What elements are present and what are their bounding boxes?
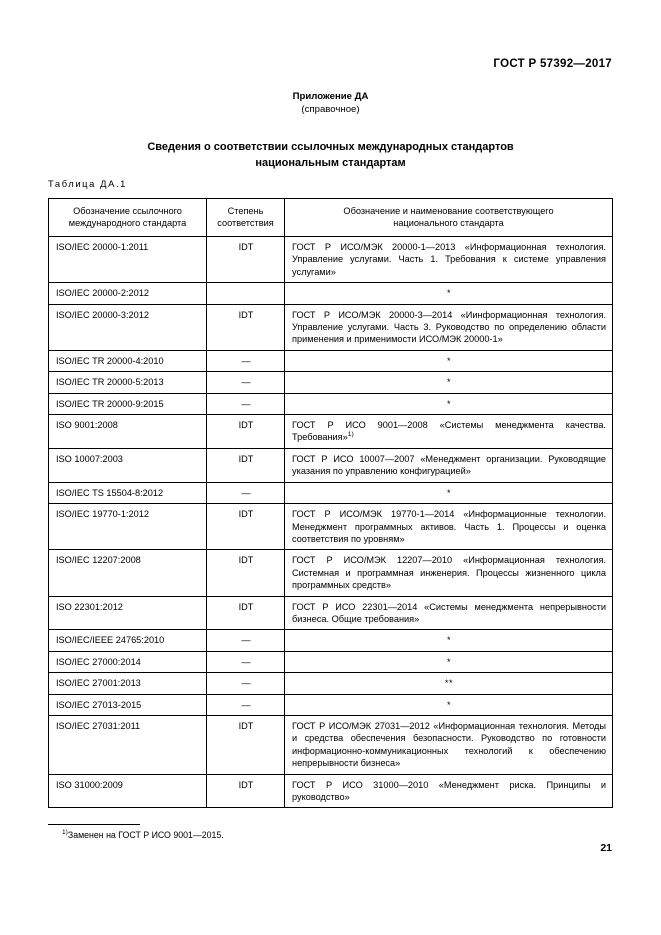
- cell-reference-standard: ISO/IEC 20000-1:2011: [49, 237, 207, 283]
- asterisk-mark: *: [446, 288, 452, 299]
- asterisk-mark: **: [444, 678, 454, 689]
- cell-degree-of-correspondence: —: [207, 694, 285, 715]
- cell-degree-of-correspondence: —: [207, 630, 285, 651]
- cell-reference-standard: ISO 31000:2009: [49, 774, 207, 808]
- table-row: [49, 630, 613, 651]
- column-header-reference-standard-line-1: Обозначение ссылочного: [73, 205, 182, 216]
- table-row: [49, 304, 613, 350]
- asterisk-mark: *: [446, 377, 452, 388]
- running-header-standard-number: ГОСТ Р 57392—2017: [493, 58, 612, 70]
- cell-degree-of-correspondence: IDT: [207, 596, 285, 630]
- table-header-row: [49, 199, 613, 237]
- table-row: [49, 774, 613, 808]
- column-header-national-standard-line-2: национального стандарта: [393, 218, 504, 228]
- table-row: [49, 651, 613, 672]
- table-row: [49, 415, 613, 449]
- footnote-reference-marker: 1): [347, 431, 354, 439]
- table-row: [49, 448, 613, 482]
- annex-title: [90, 139, 571, 171]
- cell-national-standard: [285, 596, 613, 630]
- cell-degree-of-correspondence: —: [207, 393, 285, 414]
- cell-reference-standard: ISO 9001:2008: [49, 415, 207, 449]
- cell-national-standard: [285, 448, 613, 482]
- asterisk-mark: *: [446, 487, 452, 498]
- cell-reference-standard: ISO/IEC 27013-2015: [49, 694, 207, 715]
- national-standard-text: ГОСТ Р ИСО 10007—2007 «Менеджмент организации. Руководящие указания по управлению конфигурацией»: [292, 453, 606, 477]
- page-number: 21: [600, 842, 612, 854]
- correspondence-table: [48, 198, 613, 808]
- cell-degree-of-correspondence: —: [207, 350, 285, 371]
- table-row: [49, 596, 613, 630]
- cell-national-standard: [285, 715, 613, 774]
- cell-national-standard-mark: [285, 694, 613, 715]
- cell-national-standard: [285, 415, 613, 449]
- column-header-degree: [207, 199, 285, 237]
- column-header-reference-standard: [49, 199, 207, 237]
- cell-reference-standard: ISO/IEC TR 20000-4:2010: [49, 350, 207, 371]
- annex-title-line-2: национальным стандартам: [255, 157, 406, 169]
- cell-degree-of-correspondence: —: [207, 673, 285, 694]
- table-row: [49, 482, 613, 503]
- cell-reference-standard: ISO/IEC 19770-1:2012: [49, 504, 207, 550]
- annex-kind: (справочное): [301, 104, 360, 115]
- annex-heading-block: [0, 90, 661, 117]
- table-row: [49, 504, 613, 550]
- cell-reference-standard: ISO/IEC/IEEE 24765:2010: [49, 630, 207, 651]
- table-row: [49, 673, 613, 694]
- cell-degree-of-correspondence: IDT: [207, 774, 285, 808]
- national-standard-text: ГОСТ Р ИСО/МЭК 19770-1—2014 «Информационные технологии. Менеджмент программных активов. Часть 1. Процессы и оценка соответствия по уровням»: [292, 509, 606, 544]
- national-standard-text: ГОСТ Р ИСО/МЭК 20000-1—2013 «Информационная технология. Управление услугами. Часть 1. Требования к системе управления услугами»: [292, 242, 606, 277]
- national-standard-text: ГОСТ Р ИСО/МЭК 27031—2012 «Информационная технология. Методы и средства обеспечения безопасности. Руководство по готовности информационно-коммуникационных технологий к обеспечению непрерывности бизнеса»: [292, 720, 606, 769]
- cell-degree-of-correspondence: IDT: [207, 237, 285, 283]
- cell-reference-standard: ISO/IEC 12207:2008: [49, 550, 207, 596]
- cell-reference-standard: ISO 10007:2003: [49, 448, 207, 482]
- footnote: [62, 829, 224, 841]
- cell-degree-of-correspondence: —: [207, 482, 285, 503]
- table-caption: Таблица ДА.1: [48, 178, 127, 189]
- national-standard-text: ГОСТ Р ИСО/МЭК 20000-3—2014 «Иинформационная технология. Управление услугами. Часть 3. Руководство по определению области применения и применимости ИСО/МЭК 20000-1»: [292, 309, 606, 345]
- cell-national-standard-mark: [285, 651, 613, 672]
- cell-degree-of-correspondence: IDT: [207, 304, 285, 350]
- cell-reference-standard: ISO/IEC 20000-2:2012: [49, 283, 207, 304]
- table-row: [49, 350, 613, 371]
- cell-national-standard: [285, 237, 613, 283]
- asterisk-mark: *: [446, 355, 452, 366]
- asterisk-mark: *: [446, 656, 452, 667]
- cell-national-standard: [285, 304, 613, 350]
- national-standard-text: ГОСТ Р ИСО 22301—2014 «Системы менеджмента непрерывности бизнеса. Общие требования»: [292, 601, 606, 624]
- cell-national-standard-mark: [285, 283, 613, 304]
- cell-national-standard-mark: [285, 372, 613, 393]
- asterisk-mark: *: [446, 398, 452, 409]
- cell-reference-standard: ISO/IEC 27001:2013: [49, 673, 207, 694]
- national-standard-text: ГОСТ Р ИСО 9001—2008 «Системы менеджмента качества. Требования»: [292, 420, 606, 443]
- cell-degree-of-correspondence: —: [207, 372, 285, 393]
- cell-reference-standard: ISO/IEC TR 20000-9:2015: [49, 393, 207, 414]
- footnote-text: Заменен на ГОСТ Р ИСО 9001—2015.: [67, 830, 224, 840]
- cell-degree-of-correspondence: IDT: [207, 448, 285, 482]
- table-row: [49, 715, 613, 774]
- table-row: [49, 694, 613, 715]
- national-standard-text: ГОСТ Р ИСО/МЭК 12207—2010 «Информационная технология. Системная и программная инженерия. Процессы жизненного цикла программных средств»: [292, 555, 606, 591]
- cell-national-standard-mark: [285, 482, 613, 503]
- cell-degree-of-correspondence: [207, 283, 285, 304]
- column-header-degree-line-1: Степень: [227, 205, 264, 216]
- table-row: [49, 393, 613, 414]
- cell-national-standard: [285, 504, 613, 550]
- cell-national-standard: [285, 550, 613, 596]
- cell-degree-of-correspondence: —: [207, 651, 285, 672]
- table-row: [49, 237, 613, 283]
- cell-degree-of-correspondence: IDT: [207, 415, 285, 449]
- cell-reference-standard: ISO/IEC TS 15504-8:2012: [49, 482, 207, 503]
- cell-reference-standard: ISO/IEC TR 20000-5:2013: [49, 372, 207, 393]
- table-row: [49, 550, 613, 596]
- column-header-degree-line-2: соответствия: [217, 218, 274, 228]
- footnote-separator-rule: [48, 824, 140, 825]
- cell-degree-of-correspondence: IDT: [207, 504, 285, 550]
- cell-reference-standard: ISO/IEC 27000:2014: [49, 651, 207, 672]
- table-header: [49, 199, 613, 237]
- cell-national-standard: [285, 774, 613, 808]
- cell-reference-standard: ISO 22301:2012: [49, 596, 207, 630]
- column-header-national-standard-line-1: Обозначение и наименование соответствующего: [343, 205, 554, 216]
- cell-reference-standard: ISO/IEC 20000-3:2012: [49, 304, 207, 350]
- national-standard-text: ГОСТ Р ИСО 31000—2010 «Менеджмент риска. Принципы и руководство»: [292, 779, 606, 802]
- cell-national-standard-mark: [285, 393, 613, 414]
- cell-degree-of-correspondence: IDT: [207, 550, 285, 596]
- cell-degree-of-correspondence: IDT: [207, 715, 285, 774]
- cell-national-standard-mark: [285, 350, 613, 371]
- cell-national-standard-mark: [285, 673, 613, 694]
- correspondence-table-wrapper: [48, 198, 612, 808]
- annex-name: Приложение ДА: [292, 91, 369, 102]
- table-row: [49, 372, 613, 393]
- asterisk-mark: *: [446, 635, 452, 646]
- table-row: [49, 283, 613, 304]
- column-header-national-standard: [285, 199, 613, 237]
- cell-reference-standard: ISO/IEC 27031:2011: [49, 715, 207, 774]
- column-header-reference-standard-line-2: международного стандарта: [68, 218, 187, 228]
- footnote-marker: 1): [62, 829, 68, 837]
- annex-title-line-1: Сведения о соответствии ссылочных международных стандартов: [147, 141, 514, 153]
- asterisk-mark: *: [446, 699, 452, 710]
- cell-national-standard-mark: [285, 630, 613, 651]
- table-body: [49, 237, 613, 808]
